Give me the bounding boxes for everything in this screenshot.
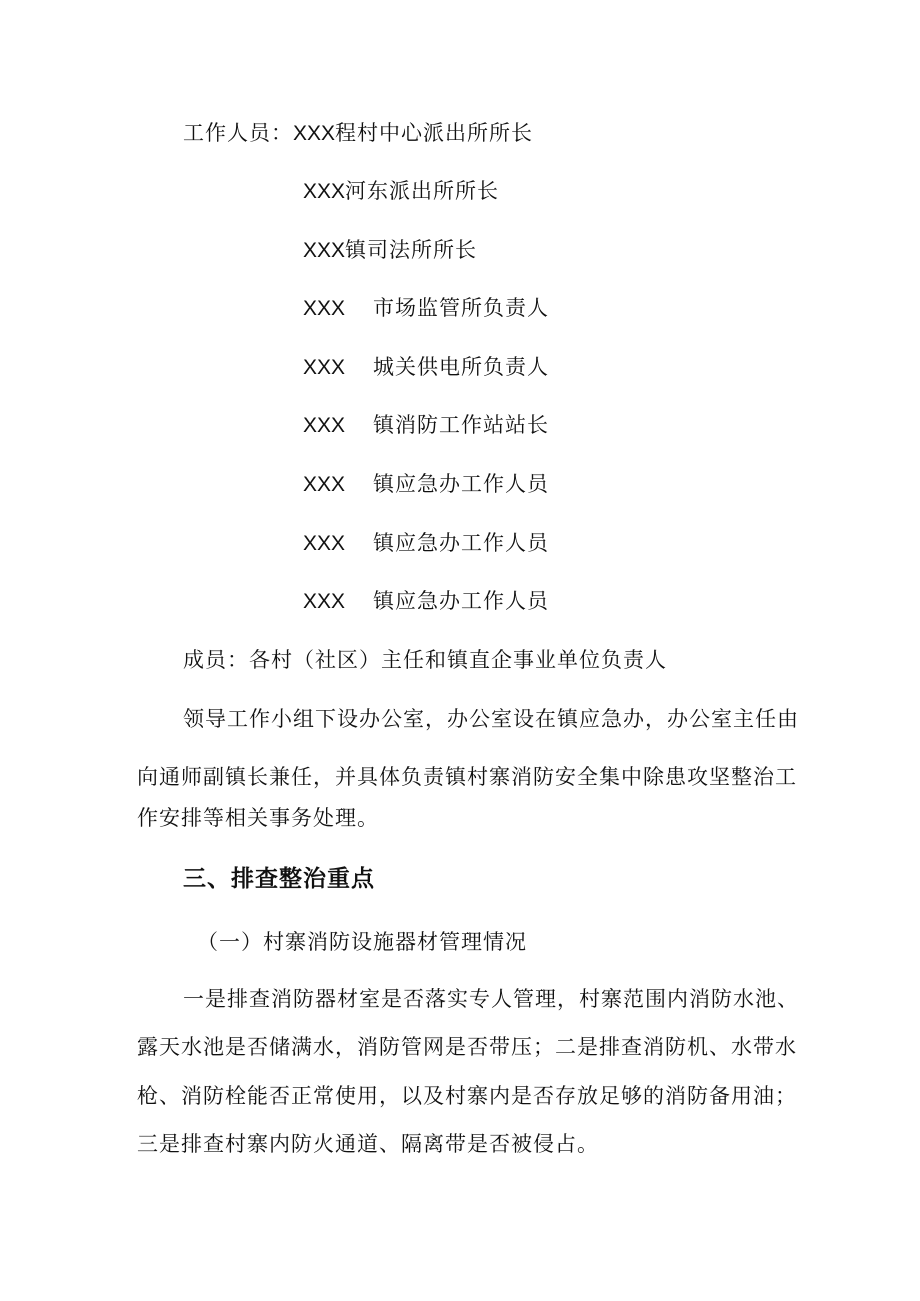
staff-line xyxy=(303,471,549,498)
staff-line xyxy=(303,237,477,264)
staff-role: 河东派出所所长 xyxy=(345,179,500,203)
staff-role: 市场监管所负责人 xyxy=(373,296,549,320)
staff-name: XXX xyxy=(303,590,346,613)
members-line: 成员：各村（社区）主任和镇直企事业单位负责人 xyxy=(183,648,667,672)
staff-name: XXX xyxy=(303,414,346,437)
check-paragraph-line: 三是排查村寨内防火通道、隔离带是否被侵占。 xyxy=(137,1132,599,1156)
staff-role: 镇应急办工作人员 xyxy=(373,531,549,555)
subsection-heading: （一）村寨消防设施器材管理情况 xyxy=(197,930,527,954)
staff-line xyxy=(303,412,549,439)
staff-label: 工作人员： xyxy=(183,121,293,145)
staff-role: 镇消防工作站站长 xyxy=(373,413,549,437)
section-heading: 三、排查整治重点 xyxy=(183,866,375,892)
check-paragraph-line: 一是排查消防器材室是否落实专人管理，村寨范围内消防水池、 xyxy=(183,987,799,1011)
staff-line xyxy=(303,530,549,557)
staff-line xyxy=(303,354,549,381)
staff-line xyxy=(303,178,499,205)
staff-role: 镇应急办工作人员 xyxy=(373,589,549,613)
staff-line xyxy=(303,588,549,615)
staff-role: 程村中心派出所所长 xyxy=(335,121,534,145)
staff-name: XXX xyxy=(303,356,346,379)
staff-role: 镇司法所所长 xyxy=(345,238,478,262)
staff-name: XXX xyxy=(303,473,346,496)
check-paragraph-line: 露天水池是否储满水，消防管网是否带压；二是排查消防机、水带水 xyxy=(137,1035,797,1059)
office-paragraph-line: 作安排等相关事务处理。 xyxy=(137,806,379,830)
staff-line-first xyxy=(183,120,533,147)
staff-name: XXX xyxy=(293,122,336,145)
staff-name: XXX xyxy=(303,297,346,320)
check-paragraph-line: 枪、消防栓能否正常使用，以及村寨内是否存放足够的消防备用油； xyxy=(137,1084,797,1108)
staff-line xyxy=(303,295,549,322)
office-paragraph-line: 领导工作小组下设办公室，办公室设在镇应急办，办公室主任由 xyxy=(183,707,799,731)
staff-name: XXX xyxy=(303,180,346,203)
office-paragraph-line: 向通师副镇长兼任，并具体负责镇村寨消防安全集中除患攻坚整治工 xyxy=(137,765,797,789)
staff-name: XXX xyxy=(303,532,346,555)
staff-role: 城关供电所负责人 xyxy=(373,355,549,379)
staff-role: 镇应急办工作人员 xyxy=(373,472,549,496)
staff-name: XXX xyxy=(303,239,346,262)
